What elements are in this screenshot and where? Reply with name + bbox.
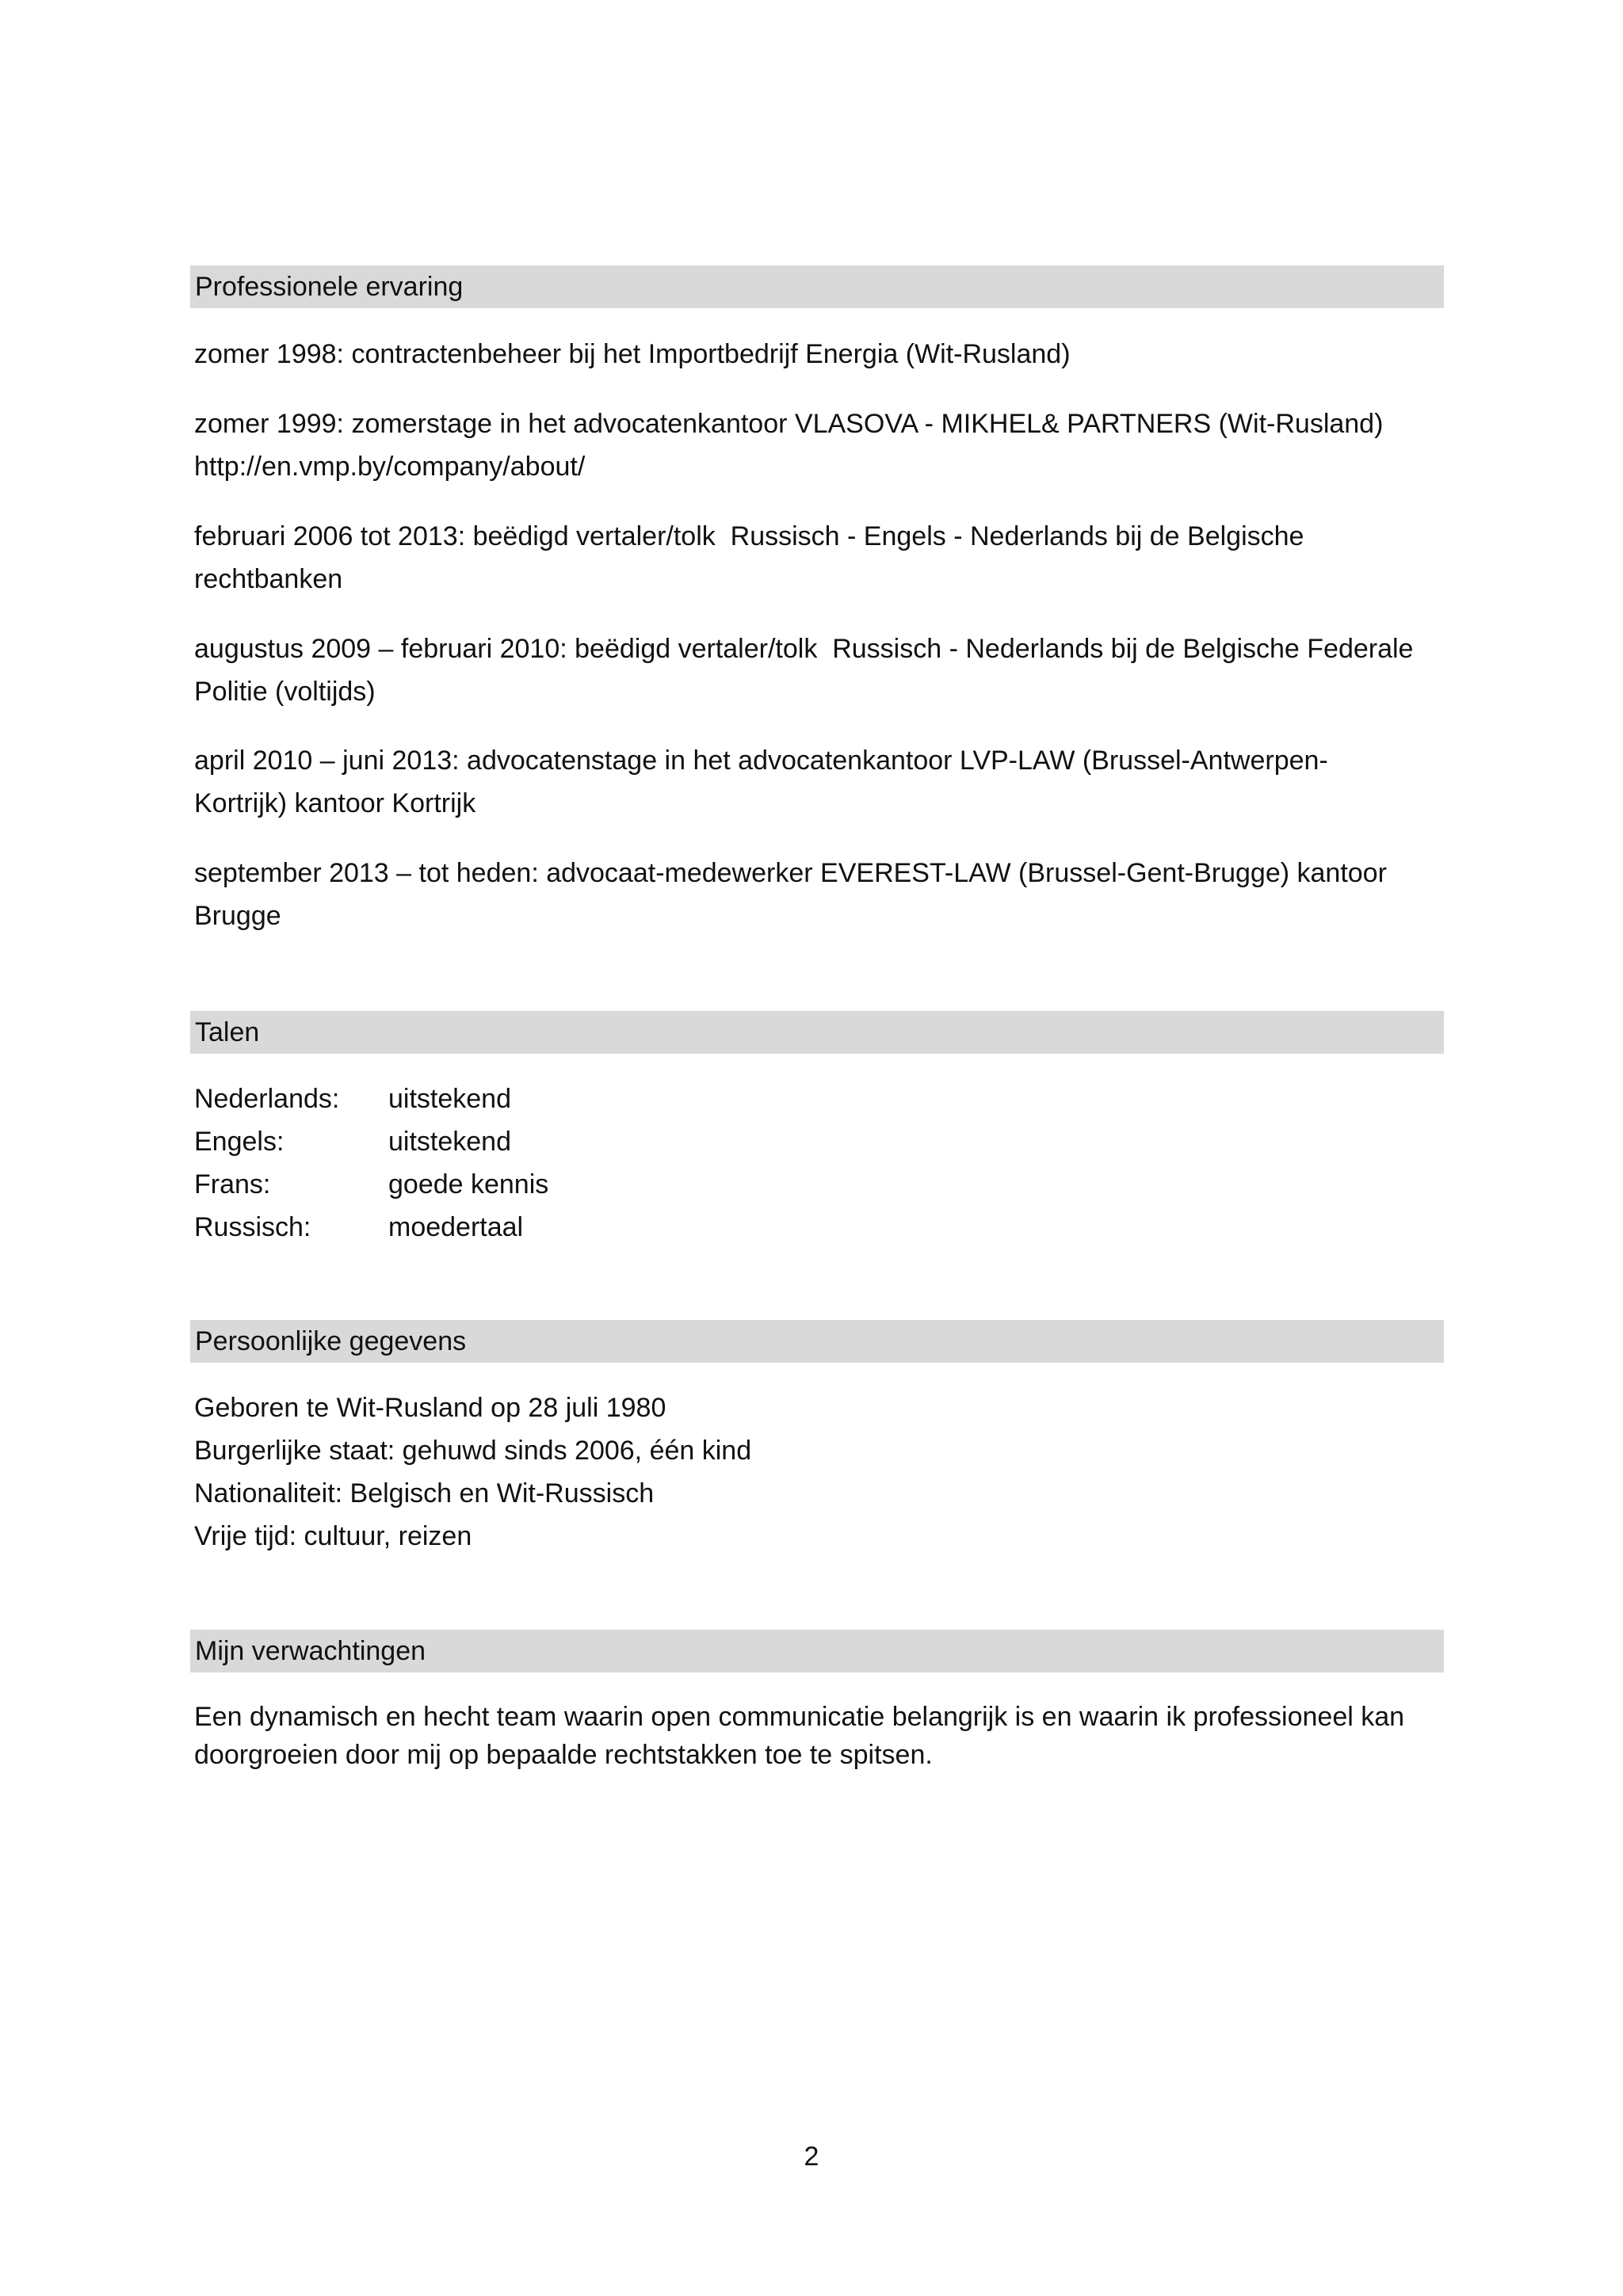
section-title-expectations: Mijn verwachtingen (195, 1636, 426, 1666)
section-title-personal: Persoonlijke gegevens (195, 1326, 467, 1356)
personal-line: Geboren te Wit-Rusland op 28 juli 1980 (194, 1393, 666, 1423)
language-name: Engels: (194, 1127, 285, 1157)
language-level: moedertaal (388, 1212, 524, 1242)
personal-line: Burgerlijke staat: gehuwd sinds 2006, één kind (194, 1436, 752, 1466)
section-header-experience (190, 265, 1444, 308)
personal-line: Nationaliteit: Belgisch en Wit-Russisch (194, 1478, 655, 1508)
personal-line: Vrije tijd: cultuur, reizen (194, 1521, 472, 1551)
experience-item: februari 2006 tot 2013: beëdigd vertaler/tolk Russisch - Engels - Nederlands bij de Belgische rechtbanken (194, 521, 1304, 594)
experience-item: zomer 1999: zomerstage in het advocatenkantoor VLASOVA - MIKHEL& PARTNERS (Wit-Rusland) http://en.vmp.by/company/about/ (194, 409, 1384, 482)
language-name: Russisch: (194, 1212, 311, 1242)
language-level: goede kennis (388, 1169, 549, 1199)
section-header-expectations (190, 1630, 1444, 1672)
language-level: uitstekend (388, 1084, 511, 1114)
experience-item: september 2013 – tot heden: advocaat-medewerker EVEREST-LAW (Brussel-Gent-Brugge) kantoor Brugge (194, 858, 1387, 931)
page-number: 2 (804, 2142, 819, 2172)
experience-item: zomer 1998: contractenbeheer bij het Importbedrijf Energia (Wit-Rusland) (194, 339, 1071, 369)
section-header-languages (190, 1011, 1444, 1054)
language-name: Nederlands: (194, 1084, 340, 1114)
section-title-experience: Professionele ervaring (195, 272, 464, 302)
section-title-languages: Talen (195, 1017, 260, 1047)
language-level: uitstekend (388, 1127, 511, 1157)
language-name: Frans: (194, 1169, 271, 1199)
section-header-personal (190, 1320, 1444, 1363)
experience-item: april 2010 – juni 2013: advocatenstage in het advocatenkantoor LVP-LAW (Brussel-Antwerpen- Kortrijk) kantoor Kortrijk (194, 746, 1328, 818)
expectations-text: Een dynamisch en hecht team waarin open communicatie belangrijk is en waarin ik professioneel kan doorgroeien door mij op bepaalde rechtstakken toe te spitsen. (194, 1702, 1405, 1770)
experience-item: augustus 2009 – februari 2010: beëdigd vertaler/tolk Russisch - Nederlands bij de Belgische Federale Politie (voltijds) (194, 634, 1414, 707)
